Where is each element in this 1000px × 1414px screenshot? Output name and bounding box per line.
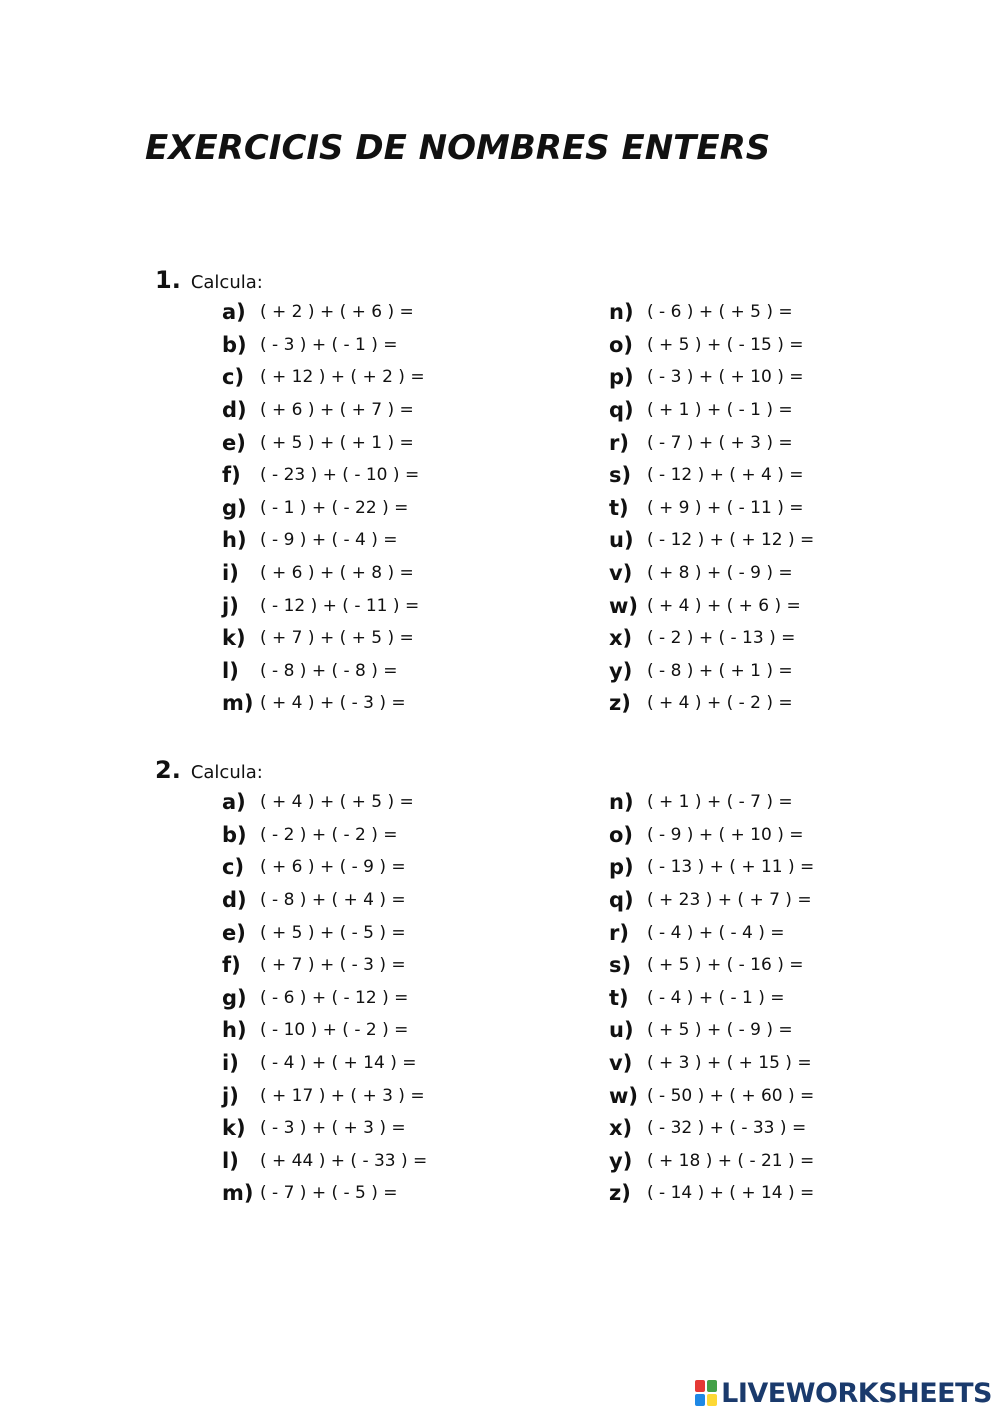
item-letter: b) <box>222 332 247 357</box>
item-letter: w) <box>609 1083 638 1108</box>
logo-block <box>695 1380 705 1392</box>
item-expression: ( + 3 ) + ( + 15 ) = <box>647 1053 812 1074</box>
item-letter: q) <box>609 398 634 423</box>
item-letter: i) <box>222 1051 239 1076</box>
exercise-item <box>609 1014 814 1047</box>
item-letter: j) <box>222 1083 239 1108</box>
item-letter: w) <box>609 593 638 618</box>
item-letter: p) <box>609 365 634 390</box>
exercise-item <box>222 687 425 720</box>
item-expression: ( - 10 ) + ( - 2 ) = <box>260 1020 409 1041</box>
item-expression: ( - 4 ) + ( + 14 ) = <box>260 1053 417 1074</box>
item-letter: f) <box>222 463 241 488</box>
item-letter: s) <box>609 953 632 978</box>
item-letter: d) <box>222 398 247 423</box>
logo-blocks-icon <box>695 1380 717 1406</box>
exercise-item <box>609 329 814 362</box>
item-expression: ( + 18 ) + ( - 21 ) = <box>647 1150 815 1171</box>
exercise-item <box>222 982 427 1015</box>
exercise-item <box>222 426 425 459</box>
exercise-instruction: Calcula: <box>190 762 263 783</box>
item-expression: ( + 4 ) + ( + 5 ) = <box>260 792 414 813</box>
item-letter: k) <box>222 626 246 651</box>
item-expression: ( - 3 ) + ( + 3 ) = <box>260 1118 406 1139</box>
item-expression: ( - 32 ) + ( - 33 ) = <box>647 1118 807 1139</box>
item-letter: a) <box>222 790 246 815</box>
item-expression: ( + 9 ) + ( - 11 ) = <box>647 497 804 518</box>
exercise-item <box>222 589 425 622</box>
exercise-column-right <box>609 786 814 1210</box>
exercise-item <box>609 459 814 492</box>
exercise-item <box>222 492 425 525</box>
exercise-item <box>222 296 425 329</box>
brand-name: LIVEWORKSHEETS <box>721 1377 992 1409</box>
exercise-number: 1. <box>155 266 181 294</box>
logo-block <box>707 1380 717 1392</box>
exercise-item <box>222 1047 427 1080</box>
exercise-item <box>609 426 814 459</box>
exercise-item <box>609 492 814 525</box>
item-letter: z) <box>609 1181 631 1206</box>
item-expression: ( + 23 ) + ( + 7 ) = <box>647 890 812 911</box>
item-letter: d) <box>222 888 247 913</box>
exercise-item <box>222 916 427 949</box>
item-expression: ( + 4 ) + ( - 2 ) = <box>647 693 793 714</box>
item-expression: ( + 6 ) + ( - 9 ) = <box>260 857 406 878</box>
item-letter: h) <box>222 1018 247 1043</box>
logo-block <box>707 1394 717 1406</box>
item-letter: t) <box>609 985 629 1010</box>
exercise-item <box>609 524 814 557</box>
item-letter: l) <box>222 658 239 683</box>
item-expression: ( - 14 ) + ( + 14 ) = <box>647 1183 815 1204</box>
item-expression: ( - 6 ) + ( + 5 ) = <box>647 302 793 323</box>
item-letter: b) <box>222 822 247 847</box>
exercise-number: 2. <box>155 756 181 784</box>
exercise-item <box>609 557 814 590</box>
exercise-item <box>222 1112 427 1145</box>
item-letter: u) <box>609 528 634 553</box>
exercise-item <box>222 524 425 557</box>
exercise-item <box>609 622 814 655</box>
exercise-item <box>609 851 814 884</box>
item-expression: ( + 7 ) + ( - 3 ) = <box>260 955 406 976</box>
exercise-item <box>609 786 814 819</box>
item-expression: ( - 2 ) + ( - 13 ) = <box>647 628 796 649</box>
liveworksheets-logo <box>695 1376 992 1410</box>
item-expression: ( + 6 ) + ( + 7 ) = <box>260 400 414 421</box>
item-expression: ( - 4 ) + ( - 4 ) = <box>647 922 785 943</box>
exercise-item <box>222 949 427 982</box>
logo-block <box>695 1394 705 1406</box>
item-expression: ( - 9 ) + ( - 4 ) = <box>260 530 398 551</box>
item-expression: ( + 5 ) + ( - 15 ) = <box>647 334 804 355</box>
item-letter: m) <box>222 691 254 716</box>
item-expression: ( + 7 ) + ( + 5 ) = <box>260 628 414 649</box>
item-letter: k) <box>222 1116 246 1141</box>
exercise-item <box>609 1177 814 1210</box>
item-letter: n) <box>609 790 634 815</box>
item-expression: ( + 5 ) + ( - 9 ) = <box>647 1020 793 1041</box>
item-letter: c) <box>222 855 245 880</box>
item-letter: g) <box>222 495 247 520</box>
exercise-item <box>222 819 427 852</box>
item-expression: ( - 3 ) + ( + 10 ) = <box>647 367 804 388</box>
item-letter: i) <box>222 561 239 586</box>
exercise-item <box>222 622 425 655</box>
exercise-item <box>609 1112 814 1145</box>
exercise-item <box>609 1145 814 1178</box>
item-expression: ( + 6 ) + ( + 8 ) = <box>260 563 414 584</box>
item-expression: ( - 3 ) + ( - 1 ) = <box>260 334 398 355</box>
exercise-header <box>155 756 263 786</box>
item-letter: x) <box>609 1116 633 1141</box>
exercise-item <box>609 655 814 688</box>
exercise-item <box>609 589 814 622</box>
item-expression: ( - 12 ) + ( + 12 ) = <box>647 530 815 551</box>
exercise-item <box>222 1079 427 1112</box>
item-expression: ( + 5 ) + ( - 16 ) = <box>647 955 804 976</box>
item-letter: y) <box>609 1148 633 1173</box>
item-expression: ( - 12 ) + ( - 11 ) = <box>260 595 420 616</box>
item-letter: f) <box>222 953 241 978</box>
item-expression: ( - 12 ) + ( + 4 ) = <box>647 465 804 486</box>
item-letter: e) <box>222 430 246 455</box>
item-expression: ( + 12 ) + ( + 2 ) = <box>260 367 425 388</box>
exercise-item <box>222 884 427 917</box>
exercise-item <box>609 1047 814 1080</box>
item-expression: ( + 17 ) + ( + 3 ) = <box>260 1085 425 1106</box>
item-letter: t) <box>609 495 629 520</box>
item-expression: ( + 4 ) + ( + 6 ) = <box>647 595 801 616</box>
item-letter: r) <box>609 920 629 945</box>
item-letter: h) <box>222 528 247 553</box>
item-letter: j) <box>222 593 239 618</box>
item-letter: q) <box>609 888 634 913</box>
item-letter: g) <box>222 985 247 1010</box>
item-expression: ( + 1 ) + ( - 7 ) = <box>647 792 793 813</box>
item-letter: r) <box>609 430 629 455</box>
item-letter: z) <box>609 691 631 716</box>
exercise-item <box>609 949 814 982</box>
exercise-instruction: Calcula: <box>190 272 263 293</box>
item-letter: u) <box>609 1018 634 1043</box>
item-expression: ( - 13 ) + ( + 11 ) = <box>647 857 815 878</box>
exercise-item <box>222 394 425 427</box>
item-expression: ( - 8 ) + ( + 1 ) = <box>647 660 793 681</box>
item-letter: n) <box>609 300 634 325</box>
page-title: EXERCICIS DE NOMBRES ENTERS <box>145 128 771 168</box>
exercise-item <box>222 786 427 819</box>
exercise-item <box>609 819 814 852</box>
item-expression: ( - 8 ) + ( + 4 ) = <box>260 890 406 911</box>
item-expression: ( + 1 ) + ( - 1 ) = <box>647 400 793 421</box>
item-expression: ( - 2 ) + ( - 2 ) = <box>260 824 398 845</box>
item-expression: ( - 50 ) + ( + 60 ) = <box>647 1085 815 1106</box>
item-letter: x) <box>609 626 633 651</box>
item-letter: y) <box>609 658 633 683</box>
item-expression: ( + 4 ) + ( - 3 ) = <box>260 693 406 714</box>
exercise-item <box>222 557 425 590</box>
exercise-item <box>222 1177 427 1210</box>
exercise-column-right <box>609 296 814 720</box>
item-expression: ( - 7 ) + ( + 3 ) = <box>647 432 793 453</box>
item-letter: v) <box>609 561 633 586</box>
item-letter: e) <box>222 920 246 945</box>
exercise-item <box>609 687 814 720</box>
exercise-item <box>222 1145 427 1178</box>
exercise-column-left <box>222 786 427 1210</box>
item-letter: m) <box>222 1181 254 1206</box>
exercise-item <box>609 361 814 394</box>
item-expression: ( - 1 ) + ( - 22 ) = <box>260 497 409 518</box>
exercise-item <box>609 884 814 917</box>
item-letter: o) <box>609 332 634 357</box>
exercise-column-left <box>222 296 425 720</box>
item-expression: ( + 5 ) + ( + 1 ) = <box>260 432 414 453</box>
item-expression: ( - 9 ) + ( + 10 ) = <box>647 824 804 845</box>
item-expression: ( + 44 ) + ( - 33 ) = <box>260 1150 428 1171</box>
item-expression: ( - 4 ) + ( - 1 ) = <box>647 987 785 1008</box>
item-letter: p) <box>609 855 634 880</box>
exercise-item <box>609 296 814 329</box>
item-letter: o) <box>609 822 634 847</box>
exercise-item <box>222 361 425 394</box>
exercise-item <box>609 1079 814 1112</box>
exercise-item <box>222 329 425 362</box>
item-expression: ( - 6 ) + ( - 12 ) = <box>260 987 409 1008</box>
exercise-item <box>609 982 814 1015</box>
item-expression: ( + 2 ) + ( + 6 ) = <box>260 302 414 323</box>
exercise-item <box>222 655 425 688</box>
item-expression: ( - 7 ) + ( - 5 ) = <box>260 1183 398 1204</box>
exercise-item <box>222 1014 427 1047</box>
item-letter: l) <box>222 1148 239 1173</box>
item-expression: ( + 8 ) + ( - 9 ) = <box>647 563 793 584</box>
exercise-item <box>222 851 427 884</box>
item-letter: c) <box>222 365 245 390</box>
item-letter: v) <box>609 1051 633 1076</box>
item-expression: ( - 23 ) + ( - 10 ) = <box>260 465 420 486</box>
exercise-item <box>609 916 814 949</box>
exercise-item <box>222 459 425 492</box>
exercise-item <box>609 394 814 427</box>
item-letter: s) <box>609 463 632 488</box>
item-expression: ( + 5 ) + ( - 5 ) = <box>260 922 406 943</box>
item-letter: a) <box>222 300 246 325</box>
item-expression: ( - 8 ) + ( - 8 ) = <box>260 660 398 681</box>
exercise-header <box>155 266 263 296</box>
